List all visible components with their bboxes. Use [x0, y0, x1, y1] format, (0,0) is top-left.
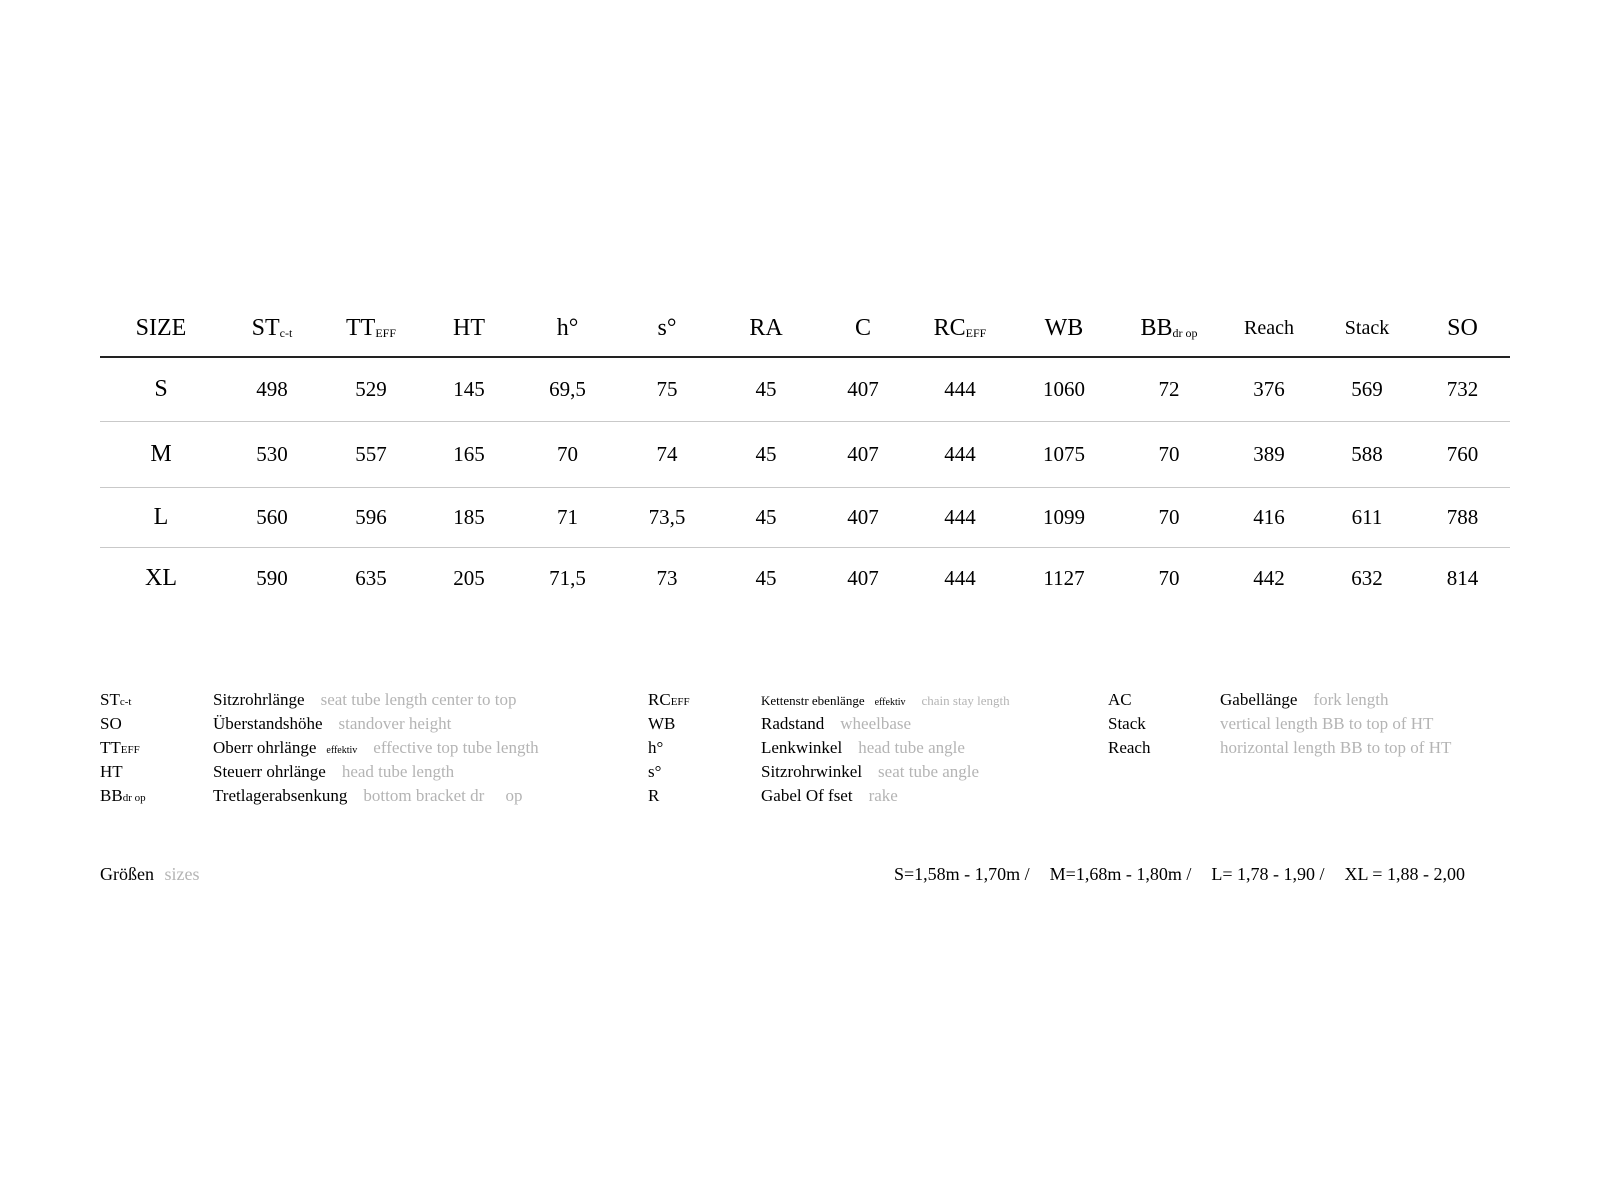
column-header-label: HT [453, 314, 485, 341]
table-body [100, 357, 1510, 609]
value-cell: 45 [755, 565, 777, 590]
legend-description [1220, 736, 1451, 760]
sizes-ranges [894, 864, 1485, 885]
legend-abbreviation-main: SO [100, 714, 122, 733]
legend-item [100, 688, 640, 712]
legend-english-term: seat tube length center to top [320, 690, 517, 709]
value-cell: 73 [656, 565, 678, 590]
value-cell: 205 [453, 565, 485, 590]
legend-description [213, 760, 454, 784]
column-header-label: SIZE [135, 314, 187, 341]
value-cell: 165 [420, 421, 518, 487]
legend-english-term: head tube length [341, 762, 455, 781]
value-cell: 69,5 [518, 357, 617, 421]
column-header-subscript: dr op [1172, 325, 1198, 340]
table-row [100, 357, 1510, 421]
value-cell: 1099 [1009, 487, 1119, 547]
column-header [322, 300, 420, 357]
value-cell: 45 [717, 487, 815, 547]
column-header [222, 300, 322, 357]
column-header [1219, 300, 1319, 357]
legend-abbreviation-main: h° [648, 738, 664, 757]
value-cell: 70 [1119, 487, 1219, 547]
column-header-label: C [854, 314, 871, 341]
column-header [1009, 300, 1119, 357]
value-cell: 70 [518, 421, 617, 487]
table-row [100, 421, 1510, 487]
legend-abbreviation-main: s° [648, 762, 662, 781]
legend-item [648, 760, 1098, 784]
legend-description [1220, 688, 1388, 712]
legend-abbreviation-subscript: EFF [670, 696, 690, 708]
legend-abbreviation [100, 688, 131, 714]
legend-german-qualifier: effektiv [326, 745, 358, 756]
value-cell: 557 [322, 421, 420, 487]
legend-column-3 [1108, 688, 1578, 760]
legend-english-term: vertical length BB to top of HT [1220, 714, 1434, 733]
legend-item [100, 760, 640, 784]
legend-column-2 [648, 688, 1098, 808]
value-cell: 1127 [1043, 565, 1085, 590]
legend-item [100, 712, 640, 736]
size-cell: S [100, 357, 222, 421]
value-cell: 45 [717, 357, 815, 421]
column-header-label: ST [251, 314, 280, 341]
legend-description [761, 712, 911, 736]
legend-description [761, 736, 965, 760]
size-cell: L [100, 487, 222, 547]
legend-abbreviation-main: AC [1108, 690, 1132, 709]
legend-abbreviation-main: Reach [1108, 738, 1151, 757]
value-cell: 632 [1351, 565, 1383, 590]
legend-description [213, 712, 451, 736]
value-cell: 590 [256, 565, 288, 590]
value-cell: 389 [1219, 421, 1319, 487]
value-cell: 75 [617, 357, 717, 421]
column-header-subscript: EFF [375, 325, 396, 340]
legend-german-term: Lenkwinkel [761, 738, 843, 757]
legend-german-term: Sitzrohrwinkel [761, 762, 863, 781]
legend-abbreviation-main: Stack [1108, 714, 1146, 733]
legend-abbreviation [100, 784, 146, 810]
value-cell: 814 [1446, 565, 1479, 590]
legend-item [648, 688, 1098, 712]
value-cell: 74 [617, 421, 717, 487]
column-header [100, 300, 222, 357]
legend-abbreviation-main: TT [100, 738, 121, 757]
legend-german-term: Gabel Of fset [761, 786, 853, 805]
legend-german-term: Sitzrohrlänge [213, 690, 305, 709]
value-cell: 560 [222, 487, 322, 547]
column-header [420, 300, 518, 357]
value-cell: 407 [815, 357, 911, 421]
value-cell: 611 [1319, 487, 1415, 547]
column-header [1319, 300, 1415, 357]
value-cell: 185 [420, 487, 518, 547]
column-header-label: SO [1447, 314, 1478, 341]
value-cell: 407 [815, 487, 911, 547]
value-cell: 529 [322, 357, 420, 421]
value-cell: 71,5 [549, 565, 586, 590]
column-header-label: h° [556, 314, 579, 341]
legend-description [761, 760, 979, 784]
legend-english-term: seat tube angle [878, 762, 980, 781]
value-cell: 444 [944, 565, 976, 590]
legend-item [100, 784, 640, 808]
size-range: XL = 1,88 - 2,00 [1344, 864, 1465, 884]
legend-abbreviation-main: HT [100, 762, 123, 781]
value-cell: 1075 [1009, 421, 1119, 487]
legend-description [213, 688, 517, 712]
value-cell: 498 [222, 357, 322, 421]
size-cell: XL [145, 564, 177, 591]
legend-abbreviation-main: BB [100, 786, 123, 805]
column-header-subscript: c-t [279, 325, 293, 340]
legend-description [213, 784, 523, 808]
value-cell: 530 [222, 421, 322, 487]
legend-item [1108, 712, 1578, 736]
column-header-label: Stack [1344, 316, 1390, 339]
value-cell: 416 [1219, 487, 1319, 547]
legend-abbreviation-main: R [648, 786, 660, 805]
legend-abbreviation-subscript: dr op [122, 792, 146, 804]
legend-german-term: Radstand [761, 714, 825, 733]
legend-abbreviation [1108, 688, 1132, 712]
value-cell: 569 [1319, 357, 1415, 421]
legend-abbreviation [648, 712, 675, 736]
column-header-label: WB [1044, 314, 1084, 341]
value-cell: 45 [717, 421, 815, 487]
legend-item [100, 736, 640, 760]
legend-abbreviation [1108, 712, 1146, 736]
legend-item [648, 736, 1098, 760]
legend-english-term: chain stay length [921, 693, 1010, 708]
legend-column-1 [100, 688, 640, 808]
legend-english-term: rake [868, 786, 898, 805]
column-header [717, 300, 815, 357]
legend-german-term: Gabellänge [1220, 690, 1298, 709]
column-header-label: Reach [1244, 316, 1294, 339]
value-cell: 444 [911, 487, 1009, 547]
legend-english-term: horizontal length BB to top of HT [1220, 738, 1452, 757]
legend-item [1108, 688, 1578, 712]
column-header-label: TT [345, 314, 376, 341]
size-cell: M [100, 421, 222, 487]
geometry-table [100, 300, 1510, 609]
column-header [1119, 300, 1219, 357]
legend-abbreviation-main: WB [648, 714, 676, 733]
column-header [518, 300, 617, 357]
value-cell: 70 [1158, 565, 1180, 590]
value-cell: 70 [1119, 421, 1219, 487]
legend-abbreviation [648, 688, 690, 714]
legend-english-term: effective top tube length [373, 738, 539, 757]
value-cell: 635 [355, 565, 387, 590]
column-header-label: RC [933, 314, 966, 341]
column-header-label: BB [1140, 314, 1173, 341]
value-cell: 444 [911, 357, 1009, 421]
legend-abbreviation [648, 784, 659, 808]
value-cell: 444 [911, 421, 1009, 487]
legend-english-term: wheelbase [840, 714, 912, 733]
legend-abbreviation-subscript: c-t [119, 696, 132, 708]
value-cell: 407 [815, 421, 911, 487]
column-header [617, 300, 717, 357]
legend-english-term: bottom bracket dr op [363, 786, 523, 805]
value-cell: 588 [1319, 421, 1415, 487]
sizes-label [100, 864, 199, 885]
sizes-label-en: sizes [164, 864, 200, 884]
legend-german-qualifier: effektiv [874, 697, 906, 708]
legend-german-term: Steuerr ohrlänge [213, 762, 326, 781]
value-cell: 376 [1219, 357, 1319, 421]
legend-abbreviation [100, 760, 123, 784]
value-cell: 788 [1415, 487, 1510, 547]
legend-description [213, 736, 539, 763]
value-cell: 145 [420, 357, 518, 421]
legend-abbreviation [100, 736, 140, 762]
sizes-label-de: Größen [100, 864, 154, 884]
legend-abbreviation-main: RC [648, 690, 671, 709]
legend-item [1108, 736, 1578, 760]
column-header-subscript: EFF [965, 325, 987, 340]
column-header [1415, 300, 1510, 357]
legend-item [648, 784, 1098, 808]
size-range: M=1,68m - 1,80m / [1049, 864, 1192, 884]
legend-abbreviation [648, 760, 661, 784]
column-header-label: RA [749, 314, 783, 341]
legend-english-term: fork length [1313, 690, 1389, 709]
legend-english-term: standover height [338, 714, 452, 733]
legend-abbreviation [100, 712, 122, 736]
size-range: S=1,58m - 1,70m / [894, 864, 1030, 884]
table-header-row [100, 300, 1510, 357]
column-header [911, 300, 1009, 357]
legend-description [1220, 712, 1433, 736]
legend-abbreviation-subscript: EFF [120, 744, 140, 756]
table-row [100, 487, 1510, 547]
legend-description [761, 784, 898, 808]
value-cell: 1060 [1009, 357, 1119, 421]
legend-german-term: Tretlagerabsenkung [213, 786, 348, 805]
value-cell: 732 [1415, 357, 1510, 421]
value-cell: 73,5 [617, 487, 717, 547]
legend-item [648, 712, 1098, 736]
table-row [100, 547, 1510, 609]
column-header [815, 300, 911, 357]
value-cell: 71 [518, 487, 617, 547]
legend-english-term: head tube angle [858, 738, 965, 757]
legend-description [761, 688, 1010, 715]
value-cell: 442 [1253, 565, 1285, 590]
legend-german-term: Kettenstr ebenlänge [761, 693, 865, 708]
value-cell: 407 [847, 565, 879, 590]
legend-abbreviation [648, 736, 663, 760]
legend-german-term: Überstandshöhe [213, 714, 323, 733]
value-cell: 596 [322, 487, 420, 547]
column-header-label: s° [657, 314, 677, 341]
value-cell: 760 [1415, 421, 1510, 487]
value-cell: 72 [1119, 357, 1219, 421]
legend-german-term: Oberr ohrlänge [213, 738, 317, 757]
size-range: L= 1,78 - 1,90 / [1211, 864, 1325, 884]
legend-abbreviation-main: ST [100, 690, 120, 709]
legend-abbreviation [1108, 736, 1150, 760]
